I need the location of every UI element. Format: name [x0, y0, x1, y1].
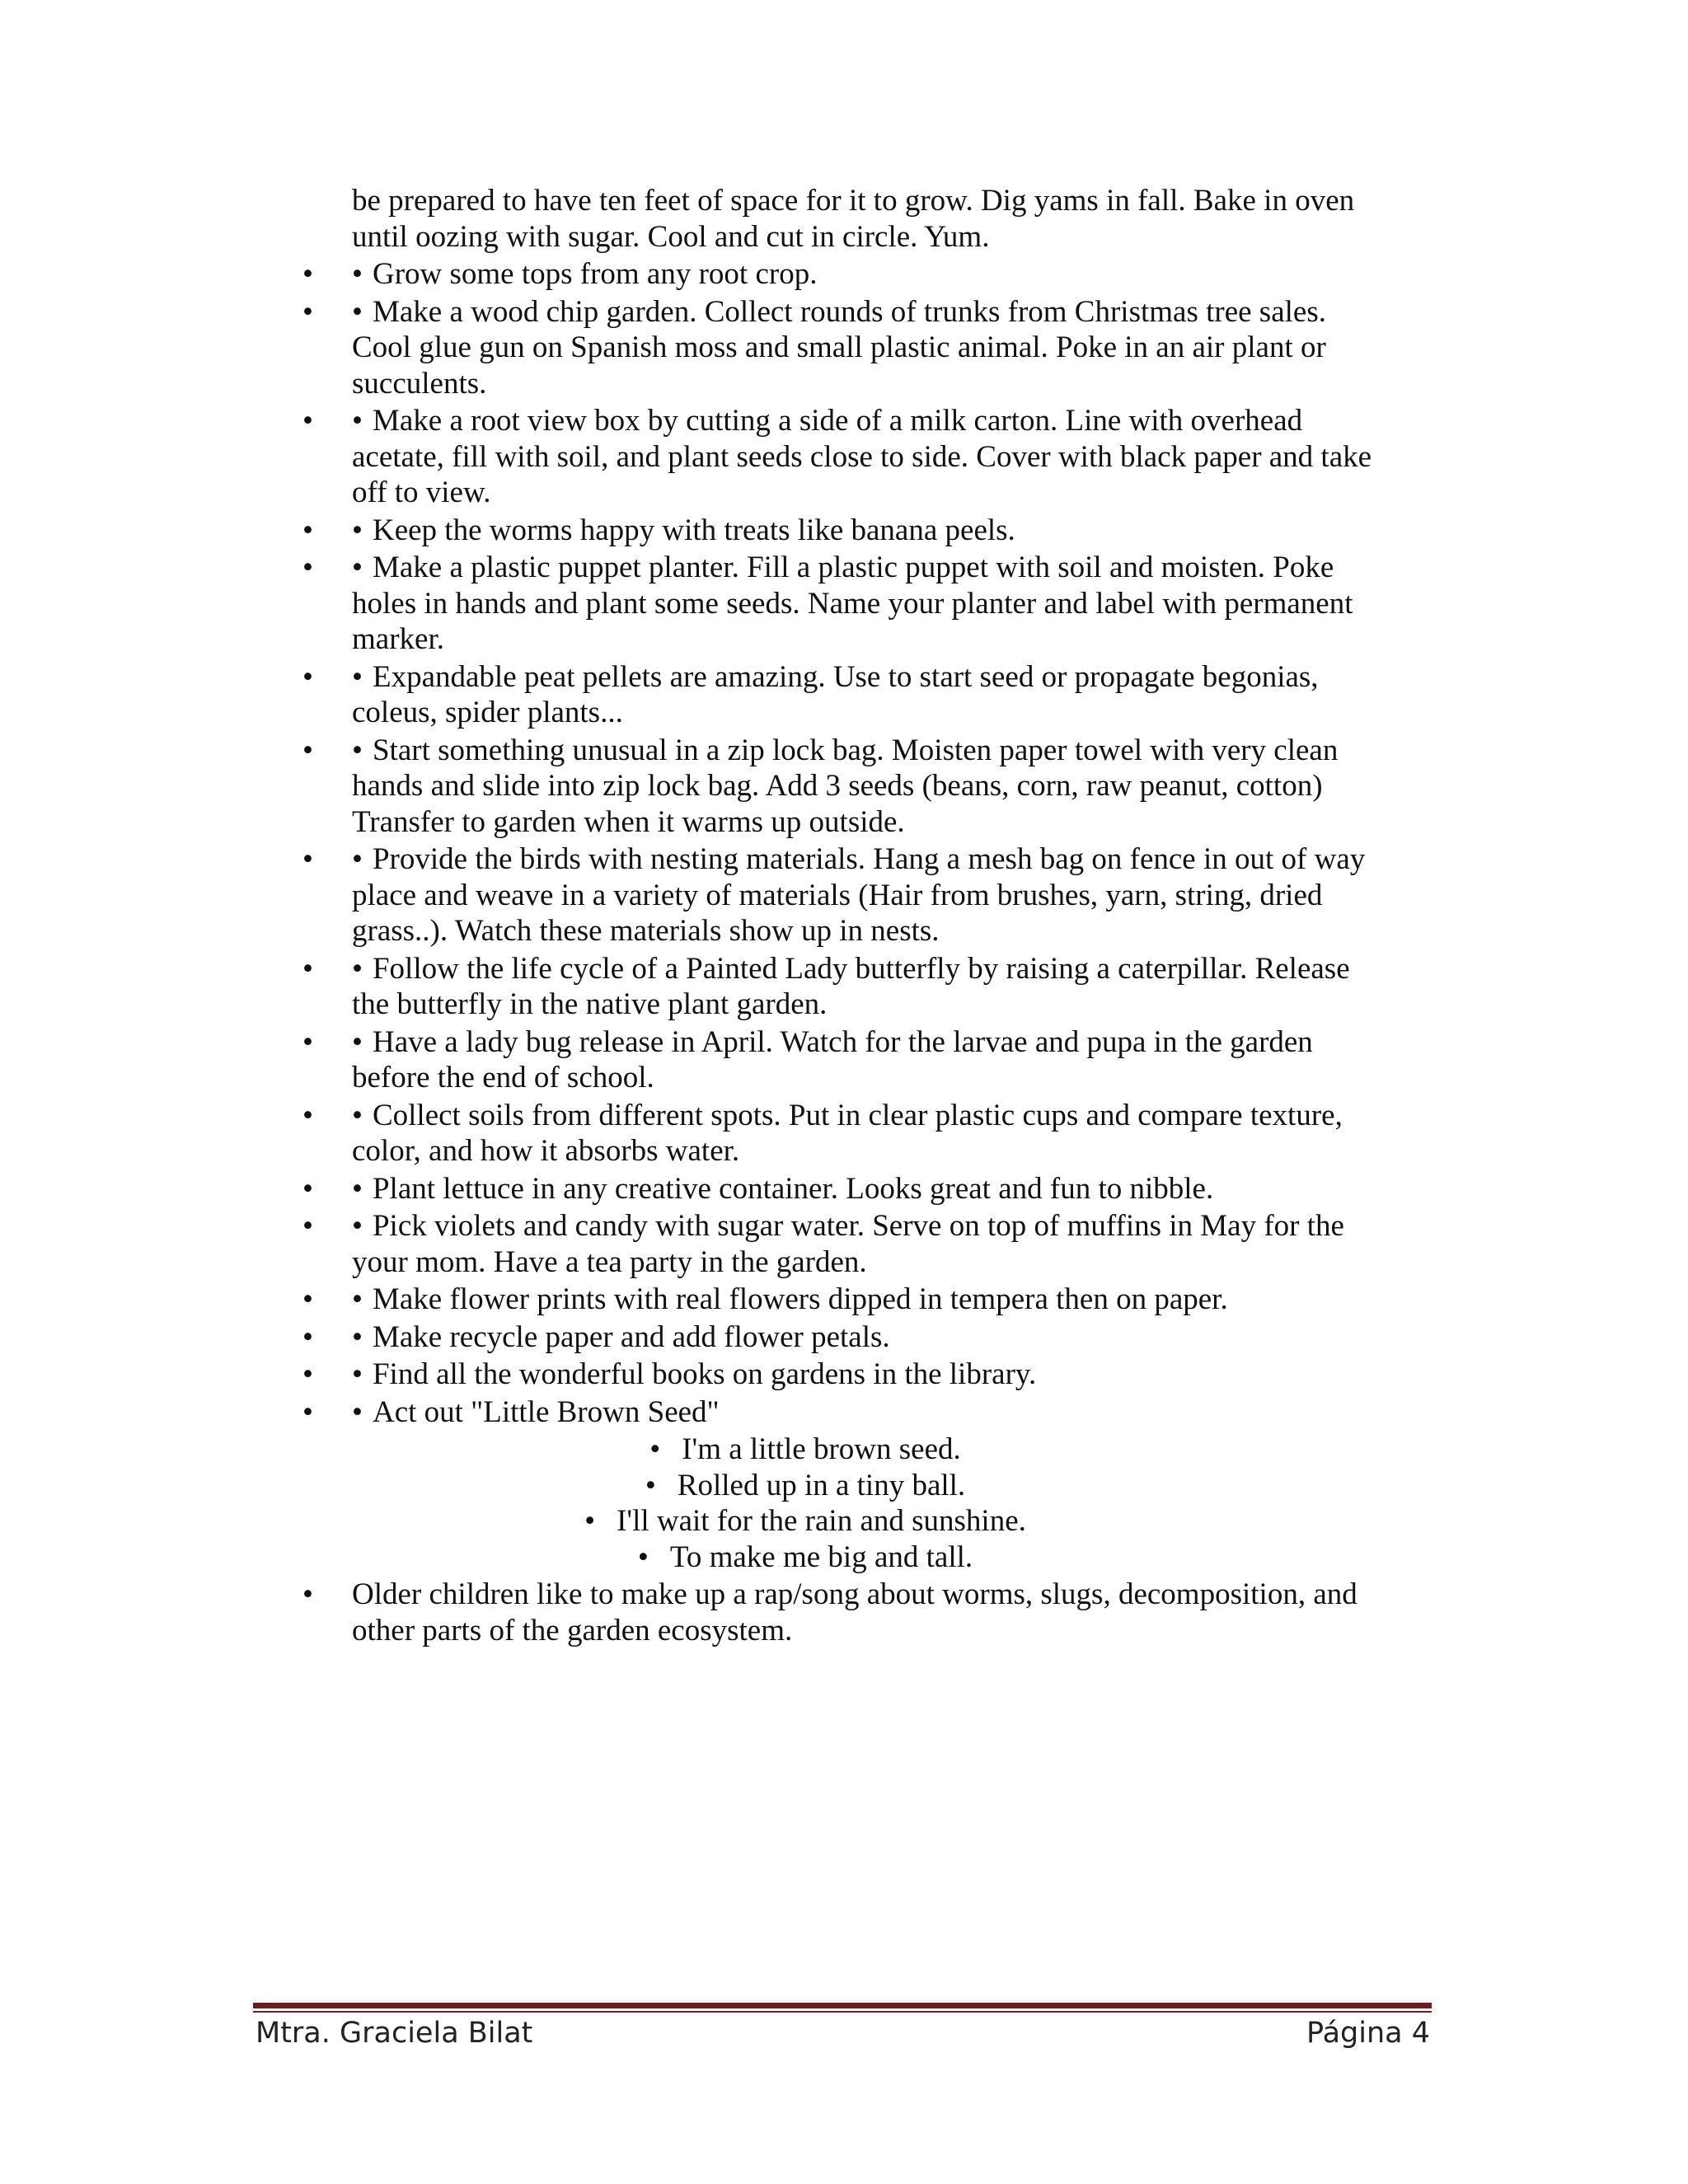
poem-line	[270, 1468, 1341, 1504]
list-item-text: Make recycle paper and add flower petals.	[372, 1319, 890, 1354]
inline-bullet-icon: •	[352, 951, 363, 986]
inline-bullet-icon: •	[352, 842, 363, 876]
inline-bullet-icon: •	[352, 659, 363, 694]
page-footer	[256, 2017, 1430, 2058]
list-item	[302, 1171, 1374, 1207]
continuation-paragraph: be prepared to have ten feet of space for it to grow. Dig yams in fall. Bake in oven until oozing with sugar. Cool and cut in circle. Yum.	[352, 184, 1355, 254]
document-body	[302, 183, 1374, 1650]
inline-bullet-icon: •	[352, 1394, 363, 1429]
list-item	[302, 1394, 1374, 1431]
list-item-text: Make a root view box by cutting a side of a milk carton. Line with overhead acetate, fill with soil, and plant seeds close to side. Cover with black paper and take off to view.	[352, 404, 1372, 509]
list-item	[302, 1319, 1374, 1356]
bullet-icon: •	[302, 404, 313, 438]
list-item	[302, 513, 1374, 549]
bullet-icon: •	[302, 551, 313, 584]
list-item	[302, 659, 1374, 731]
inline-bullet-icon: •	[352, 404, 363, 438]
bullet-icon: •	[302, 733, 313, 767]
bullet-icon: •	[302, 1098, 313, 1132]
list-item	[302, 733, 1374, 841]
list-item-text: Collect soils from different spots. Put in clear plastic cups and compare texture, color, and how it absorbs water.	[352, 1098, 1343, 1168]
list-item	[302, 256, 1374, 293]
inline-bullet-icon: •	[352, 1319, 363, 1354]
bullet-icon: •	[302, 1171, 313, 1206]
list-item	[302, 403, 1374, 511]
list-item	[302, 841, 1374, 949]
list-item	[302, 294, 1374, 402]
poem-line	[270, 1540, 1341, 1576]
inline-bullet-icon: •	[352, 513, 363, 547]
inline-bullet-icon: •	[352, 257, 363, 291]
bullet-icon: •	[637, 1540, 649, 1574]
bullet-icon: •	[302, 1357, 313, 1391]
list-item-text: Grow some tops from any root crop.	[372, 257, 818, 291]
list-item-text: Make a plastic puppet planter. Fill a plastic puppet with soil and moisten. Poke holes in hands and plant some seeds. Name your planter and label with permanent marker.	[352, 551, 1353, 656]
list-item-text: Act out "Little Brown Seed"	[372, 1394, 720, 1429]
list-item-text: Have a lady bug release in April. Watch for the larvae and pupa in the garden before the end of school.	[352, 1024, 1313, 1094]
bullet-icon: •	[302, 659, 313, 694]
bullet-icon: •	[302, 842, 313, 876]
bullet-list	[302, 256, 1374, 1430]
footer-author: Mtra. Graciela Bilat	[256, 2017, 533, 2050]
poem-line-text: Rolled up in a tiny ball.	[677, 1468, 966, 1502]
list-item	[302, 1357, 1374, 1393]
list-item	[302, 1282, 1374, 1318]
inline-bullet-icon: •	[352, 1171, 363, 1206]
inline-bullet-icon: •	[352, 1209, 363, 1243]
list-item	[302, 1024, 1374, 1096]
bullet-icon: •	[302, 1394, 313, 1429]
poem-line	[270, 1432, 1341, 1468]
list-item	[302, 1098, 1374, 1169]
list-item	[302, 951, 1374, 1023]
inline-bullet-icon: •	[352, 294, 363, 329]
bullet-icon: •	[649, 1432, 661, 1466]
list-item-text: Make a wood chip garden. Collect rounds of trunks from Christmas tree sales. Cool glue gun on Spanish moss and small plastic animal. Poke in an air plant or succulents.	[352, 294, 1326, 401]
footer-page-number: Página 4	[1306, 2017, 1430, 2050]
bullet-icon: •	[302, 1577, 313, 1611]
poem-block	[302, 1432, 1374, 1575]
final-list-item	[302, 1577, 1374, 1648]
list-item-text: Make flower prints with real flowers dipped in tempera then on paper.	[372, 1282, 1228, 1316]
final-item-text: Older children like to make up a rap/song about worms, slugs, decomposition, and other parts of the garden ecosystem.	[352, 1577, 1357, 1647]
list-item-text: Provide the birds with nesting materials. Hang a mesh bag on fence in out of way place and weave in a variety of materials (Hair from brushes, yarn, string, dried grass..). Watch these materials show up in nests.	[352, 842, 1366, 948]
inline-bullet-icon: •	[352, 1282, 363, 1316]
footer-rule-thin	[253, 2011, 1432, 2013]
list-item	[302, 550, 1374, 658]
list-item-text: Find all the wonderful books on gardens in the library.	[372, 1357, 1037, 1391]
bullet-icon: •	[302, 951, 313, 986]
list-item-text: Keep the worms happy with treats like banana peels.	[372, 513, 1015, 547]
bullet-icon: •	[302, 1282, 313, 1316]
poem-line-text: I'm a little brown seed.	[682, 1432, 961, 1466]
inline-bullet-icon: •	[352, 1357, 363, 1391]
inline-bullet-icon: •	[352, 733, 363, 767]
inline-bullet-icon: •	[352, 551, 363, 584]
list-item-text: Pick violets and candy with sugar water. Serve on top of muffins in May for the your mom. Have a tea party in the garden.	[352, 1209, 1344, 1279]
bullet-icon: •	[302, 294, 313, 329]
inline-bullet-icon: •	[352, 1024, 363, 1059]
bullet-icon: •	[302, 257, 313, 291]
footer-rule	[253, 2003, 1432, 2008]
bullet-icon: •	[302, 1209, 313, 1243]
list-item-text: Start something unusual in a zip lock bag. Moisten paper towel with very clean hands and slide into zip lock bag. Add 3 seeds (beans, corn, raw peanut, cotton) Transfer to garden when it warms up outside.	[352, 733, 1339, 839]
bullet-icon: •	[302, 1024, 313, 1059]
list-item-text: Expandable peat pellets are amazing. Use to start seed or propagate begonias, coleus, spider plants...	[352, 659, 1319, 729]
list-item	[302, 1208, 1374, 1280]
bullet-icon: •	[302, 513, 313, 547]
list-item-text: Plant lettuce in any creative container. Looks great and fun to nibble.	[372, 1171, 1214, 1206]
poem-line-text: To make me big and tall.	[669, 1540, 973, 1574]
list-item-text: Follow the life cycle of a Painted Lady butterfly by raising a caterpillar. Release the butterfly in the native plant garden.	[352, 951, 1350, 1021]
bullet-icon: •	[302, 1319, 313, 1354]
poem-line	[270, 1503, 1341, 1540]
poem-line-text: I'll wait for the rain and sunshine.	[617, 1504, 1026, 1538]
bullet-icon: •	[645, 1468, 656, 1502]
bullet-icon: •	[584, 1504, 596, 1538]
inline-bullet-icon: •	[352, 1098, 363, 1132]
